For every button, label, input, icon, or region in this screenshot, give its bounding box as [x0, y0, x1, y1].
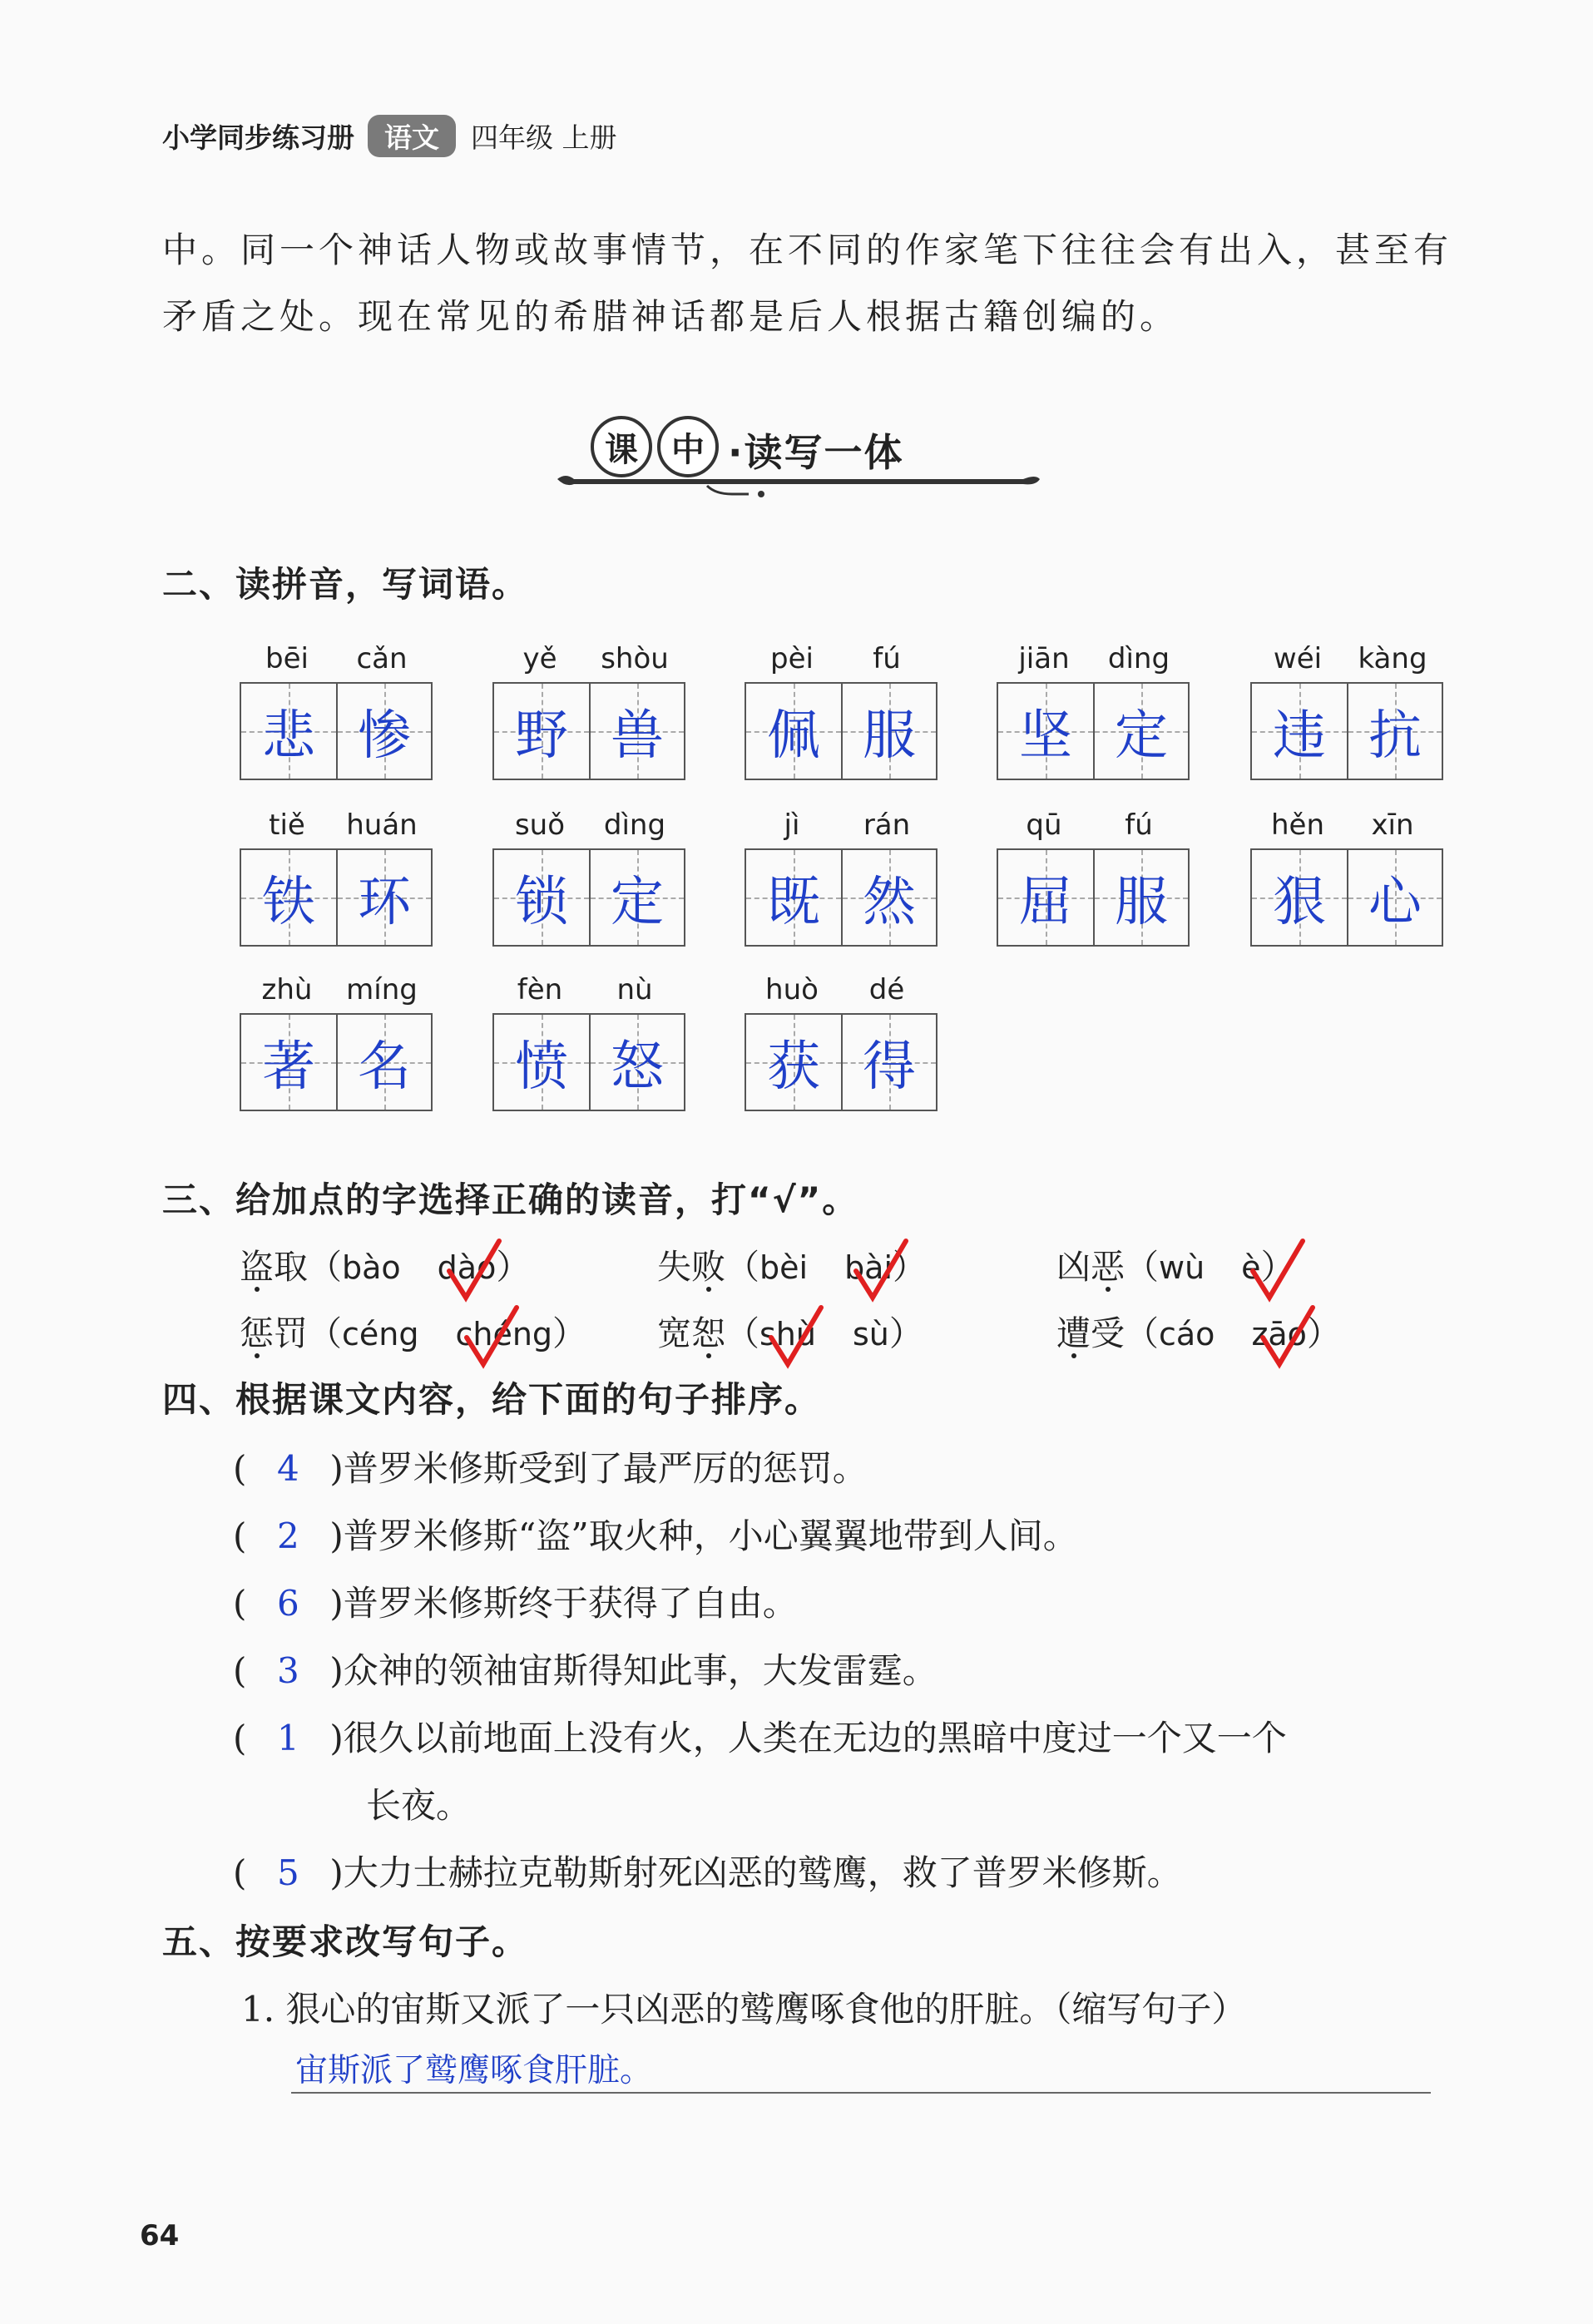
tian-grid	[492, 1013, 685, 1111]
word-box	[1250, 642, 1442, 780]
word-box	[240, 808, 431, 947]
answer-char: 服	[1115, 872, 1168, 933]
char-cell[interactable]	[998, 684, 1093, 779]
pinyin: wéi	[1273, 642, 1323, 675]
word-box	[745, 973, 936, 1111]
check-mark-icon	[463, 1304, 522, 1371]
answer-char: 惨	[358, 705, 411, 767]
word-box	[745, 642, 936, 780]
order-item: ( 1 )很久以前地面上没有火，人类在无边的黑暗中度过一个又一个	[233, 1718, 1287, 1758]
order-item-continued: 长夜。	[366, 1785, 472, 1826]
order-answer: 5	[277, 1852, 299, 1893]
word-box	[492, 642, 684, 780]
char-cell[interactable]	[241, 850, 336, 945]
word-char: 恶	[1091, 1247, 1125, 1287]
answer-char: 名	[358, 1036, 411, 1098]
title-circle-1: 课	[591, 416, 652, 477]
tian-grid	[997, 682, 1190, 780]
tian-grid	[745, 848, 937, 947]
word-char: 败	[691, 1247, 725, 1287]
book-title: 小学同步练习册	[162, 121, 354, 154]
option-1[interactable]: wù	[1159, 1249, 1205, 1286]
check-mark-icon	[853, 1238, 911, 1304]
char-cell[interactable]	[494, 1015, 589, 1110]
char-cell[interactable]	[336, 684, 431, 779]
tian-grid	[240, 848, 433, 947]
pinyin: huò	[765, 973, 819, 1006]
char-cell[interactable]	[589, 684, 684, 779]
title-ornament	[557, 464, 1056, 506]
pinyin-row	[745, 973, 936, 1013]
check-mark-icon	[768, 1304, 826, 1371]
tian-grid	[1250, 682, 1443, 780]
answer-char: 违	[1273, 705, 1326, 767]
order-text: 大力士赫拉克勒斯射死凶恶的鹫鹰，救了普罗米修斯。	[343, 1852, 1182, 1893]
option-1[interactable]: shù	[759, 1316, 816, 1352]
answer-char: 坚	[1019, 705, 1072, 767]
tian-grid	[240, 682, 433, 780]
option-2[interactable]: bài	[844, 1249, 893, 1286]
char-cell[interactable]	[241, 1015, 336, 1110]
char-cell[interactable]	[336, 1015, 431, 1110]
section-title	[557, 416, 1056, 516]
tian-grid	[492, 848, 685, 947]
answer-char: 愤	[515, 1036, 568, 1098]
order-item: ( 3 )众神的领袖宙斯得知此事，大发雷霆。	[233, 1650, 937, 1691]
word-char: 罚	[274, 1313, 308, 1353]
pinyin: qū	[1026, 808, 1062, 842]
order-item: ( 4 )普罗米修斯受到了最严厉的惩罚。	[233, 1448, 868, 1489]
option-1[interactable]: céng	[342, 1316, 419, 1352]
intro-line-1: 中。同一个神话人物或故事情节，在不同的作家笔下往往会有出入，甚至有	[162, 230, 1453, 270]
answer-char: 铁	[262, 872, 315, 933]
pinyin: huán	[346, 808, 418, 842]
option-2[interactable]: dào	[438, 1249, 497, 1286]
answer-char: 获	[767, 1036, 820, 1098]
answer-line	[291, 2092, 1431, 2094]
order-answer: 2	[277, 1516, 299, 1556]
answer-char: 兽	[611, 705, 664, 767]
order-item: ( 5 )大力士赫拉克勒斯射死凶恶的鹫鹰，救了普罗米修斯。	[233, 1852, 1182, 1893]
pinyin: rán	[863, 808, 911, 842]
char-cell[interactable]	[746, 1015, 841, 1110]
answer-char: 狠	[1273, 872, 1326, 933]
tian-grid	[745, 682, 937, 780]
char-cell[interactable]	[998, 850, 1093, 945]
title-circle-2: 中	[657, 416, 719, 477]
tian-grid	[1250, 848, 1443, 947]
pronunciation-item: 惩罚（céng chéng ）	[240, 1306, 586, 1355]
q4-heading: 四、根据课文内容，给下面的句子排序。	[162, 1379, 822, 1420]
option-1[interactable]: bèi	[759, 1249, 809, 1286]
tian-grid	[240, 1013, 433, 1111]
subject-badge: 语文	[368, 115, 456, 157]
pinyin: jiān	[1018, 642, 1070, 675]
answer-char: 佩	[767, 705, 820, 767]
char-cell[interactable]	[589, 1015, 684, 1110]
word-char: 恕	[691, 1313, 725, 1353]
q5-answer-1: 宙斯派了鹫鹰啄食肝脏。	[295, 2052, 653, 2089]
char-cell[interactable]	[841, 1015, 936, 1110]
order-answer: 3	[277, 1650, 299, 1691]
pinyin: dìng	[1107, 642, 1170, 675]
pinyin-row	[1250, 808, 1442, 848]
pinyin-row	[492, 808, 684, 848]
order-item: ( 6 )普罗米修斯终于获得了自由。	[233, 1583, 798, 1624]
answer-char: 定	[1115, 705, 1168, 767]
order-item: ( 2 )普罗米修斯“盗”取火种，小心翼翼地带到人间。	[233, 1516, 1078, 1556]
q2-heading: 二、读拼音，写词语。	[162, 564, 529, 605]
pinyin: zhù	[261, 973, 313, 1006]
pinyin: bēi	[265, 642, 309, 675]
char-cell[interactable]	[241, 684, 336, 779]
pinyin: dìng	[603, 808, 666, 842]
pinyin: jì	[784, 808, 800, 842]
char-cell[interactable]	[841, 850, 936, 945]
char-cell[interactable]	[1252, 684, 1347, 779]
answer-char: 环	[358, 872, 411, 933]
page-header	[162, 115, 617, 157]
answer-char: 既	[767, 872, 820, 933]
pinyin: kàng	[1358, 642, 1427, 675]
word-char: 失	[657, 1247, 691, 1287]
word-box	[745, 808, 936, 947]
answer-char: 然	[863, 872, 916, 933]
pinyin-row	[240, 642, 431, 682]
answer-char: 得	[863, 1036, 916, 1098]
char-cell[interactable]	[494, 684, 589, 779]
pronunciation-item: 宽恕（shù sù）	[657, 1306, 923, 1355]
word-box	[997, 642, 1188, 780]
char-cell[interactable]	[1347, 850, 1442, 945]
pronunciation-item: 遭受（cáo zāo ）	[1056, 1306, 1341, 1355]
pinyin: yě	[522, 642, 557, 675]
pinyin: dé	[868, 973, 905, 1006]
word-char: 盗	[240, 1247, 274, 1287]
char-cell[interactable]	[746, 850, 841, 945]
grade-label: 四年级 上册	[471, 121, 617, 154]
word-box	[240, 973, 431, 1111]
order-text: 普罗米修斯受到了最严厉的惩罚。	[343, 1448, 868, 1489]
pinyin: pèi	[770, 642, 814, 675]
pronunciation-item: 盗取（bào dào ）	[240, 1239, 530, 1288]
char-cell[interactable]	[1252, 850, 1347, 945]
char-cell[interactable]	[1347, 684, 1442, 779]
order-text: 普罗米修斯“盗”取火种，小心翼翼地带到人间。	[343, 1516, 1078, 1556]
word-char: 遭	[1056, 1313, 1091, 1353]
pinyin: fèn	[517, 973, 563, 1006]
answer-char: 悲	[262, 705, 315, 767]
order-answer: 4	[277, 1448, 299, 1489]
pronunciation-item: 失败（bèi bài ）	[657, 1239, 927, 1288]
option-1[interactable]: cáo	[1159, 1316, 1215, 1352]
pinyin: fú	[873, 642, 901, 675]
word-char: 凶	[1056, 1247, 1091, 1287]
pinyin-row	[745, 642, 936, 682]
char-cell[interactable]	[1093, 684, 1188, 779]
pinyin-row	[240, 973, 431, 1013]
word-box	[240, 642, 431, 780]
order-answer: 6	[277, 1583, 299, 1624]
pinyin-row	[745, 808, 936, 848]
pinyin: hěn	[1270, 808, 1324, 842]
page-number: 64	[140, 2219, 180, 2252]
pinyin-row	[492, 973, 684, 1013]
tian-grid	[997, 848, 1190, 947]
order-answer: 1	[277, 1718, 299, 1758]
tian-grid	[745, 1013, 937, 1111]
check-mark-icon	[1249, 1238, 1308, 1304]
answer-char: 抗	[1368, 705, 1422, 767]
word-char: 受	[1091, 1313, 1125, 1353]
order-text: 普罗米修斯终于获得了自由。	[343, 1583, 798, 1624]
option-1[interactable]: bào	[342, 1249, 401, 1286]
answer-char: 屈	[1019, 872, 1072, 933]
char-cell[interactable]	[589, 850, 684, 945]
char-cell[interactable]	[1093, 850, 1188, 945]
word-char: 惩	[240, 1313, 274, 1353]
order-text: 很久以前地面上没有火，人类在无边的黑暗中度过一个又一个	[343, 1718, 1287, 1758]
order-text: 众神的领袖宙斯得知此事，大发雷霆。	[343, 1650, 937, 1691]
pinyin-row	[997, 808, 1188, 848]
option-2[interactable]: chéng	[455, 1316, 552, 1352]
char-cell[interactable]	[746, 684, 841, 779]
char-cell[interactable]	[336, 850, 431, 945]
answer-char: 怒	[611, 1036, 664, 1098]
word-char: 取	[274, 1247, 308, 1287]
pinyin: xīn	[1371, 808, 1414, 842]
pinyin: shòu	[601, 642, 669, 675]
word-char: 宽	[657, 1313, 691, 1353]
answer-char: 野	[515, 705, 568, 767]
q3-heading: 三、给加点的字选择正确的读音，打“√”。	[162, 1179, 859, 1220]
pronunciation-item: 凶恶（wù è ）	[1056, 1239, 1295, 1288]
pinyin: cǎn	[356, 642, 408, 675]
check-mark-icon	[446, 1238, 504, 1304]
check-mark-icon	[1259, 1304, 1318, 1371]
pinyin-row	[240, 808, 431, 848]
tian-grid	[492, 682, 685, 780]
option-2[interactable]: zāo	[1251, 1316, 1306, 1352]
option-2[interactable]: è	[1241, 1249, 1260, 1286]
pinyin: suǒ	[514, 808, 566, 842]
word-box	[997, 808, 1188, 947]
pinyin: tiě	[269, 808, 305, 842]
q5-item-1: 1. 狠心的宙斯又派了一只凶恶的鹫鹰啄食他的肝脏。（缩写句子）	[241, 1989, 1247, 2030]
answer-char: 心	[1368, 872, 1422, 933]
option-2[interactable]: sù	[852, 1316, 889, 1352]
pinyin-row	[1250, 642, 1442, 682]
pinyin: nù	[616, 973, 653, 1006]
pinyin-row	[492, 642, 684, 682]
answer-char: 锁	[515, 872, 568, 933]
answer-char: 定	[611, 872, 664, 933]
intro-line-2: 矛盾之处。现在常见的希腊神话都是后人根据古籍创编的。	[162, 296, 1180, 337]
word-box	[1250, 808, 1442, 947]
char-cell[interactable]	[841, 684, 936, 779]
word-box	[492, 973, 684, 1111]
pinyin: míng	[346, 973, 418, 1006]
title-text: ·读写一体	[728, 430, 904, 475]
pinyin-row	[997, 642, 1188, 682]
pinyin: fú	[1125, 808, 1153, 842]
word-box	[492, 808, 684, 947]
q5-heading: 五、按要求改写句子。	[162, 1921, 529, 1962]
char-cell[interactable]	[494, 850, 589, 945]
answer-char: 著	[262, 1036, 315, 1098]
answer-char: 服	[863, 705, 916, 767]
